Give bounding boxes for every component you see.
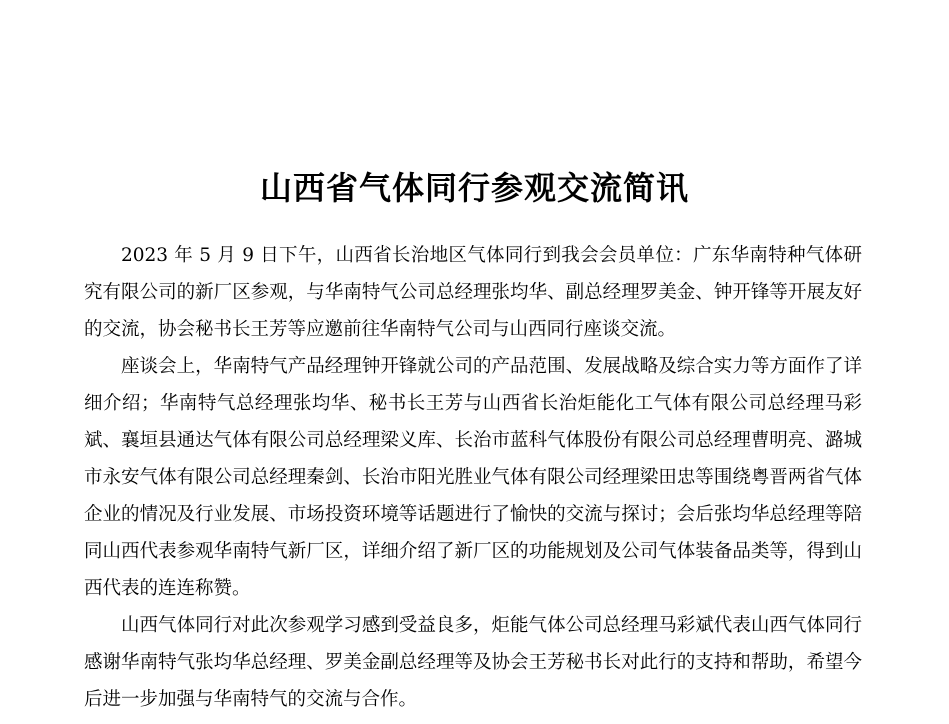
paragraph-1: 2023 年 5 月 9 日下午，山西省长治地区气体同行到我会会员单位：广东华南特种气体研究有限公司的新厂区参观，与华南特气公司总经理张均华、副总经理罗美金、钟开锋等开展友好的交流，协会秘书长王芳等应邀前往华南特气公司与山西同行座谈交流。 (84, 245, 862, 340)
document-body (84, 237, 862, 718)
paragraph-2: 座谈会上，华南特气产品经理钟开锋就公司的产品范围、发展战略及综合实力等方面作了详细介绍；华南特气总经理张均华、秘书长王芳与山西省长治炬能化工气体有限公司总经理马彩斌、襄垣县通达气体有限公司总经理梁义库、长治市蓝科气体股份有限公司总经理曹明亮、潞城市永安气体有限公司总经理秦剑、长治市阳光胜业气体有限公司经理梁田忠等围绕粤晋两省气体企业的情况及行业发展、市场投资环境等话题进行了愉快的交流与探讨；会后张均华总经理等陪同山西代表参观华南特气新厂区，详细介绍了新厂区的功能规划及公司气体装备品类等，得到山西代表的连连称赞。 (84, 356, 862, 599)
document-title: 山西省气体同行参观交流简讯 (259, 169, 689, 207)
paragraph-3: 山西气体同行对此次参观学习感到受益良多，炬能气体公司总经理马彩斌代表山西气体同行感谢华南特气张均华总经理、罗美金副总经理等及协会王芳秘书长对此行的支持和帮助，希望今后进一步加强与华南特气的交流与合作。 (84, 615, 862, 710)
